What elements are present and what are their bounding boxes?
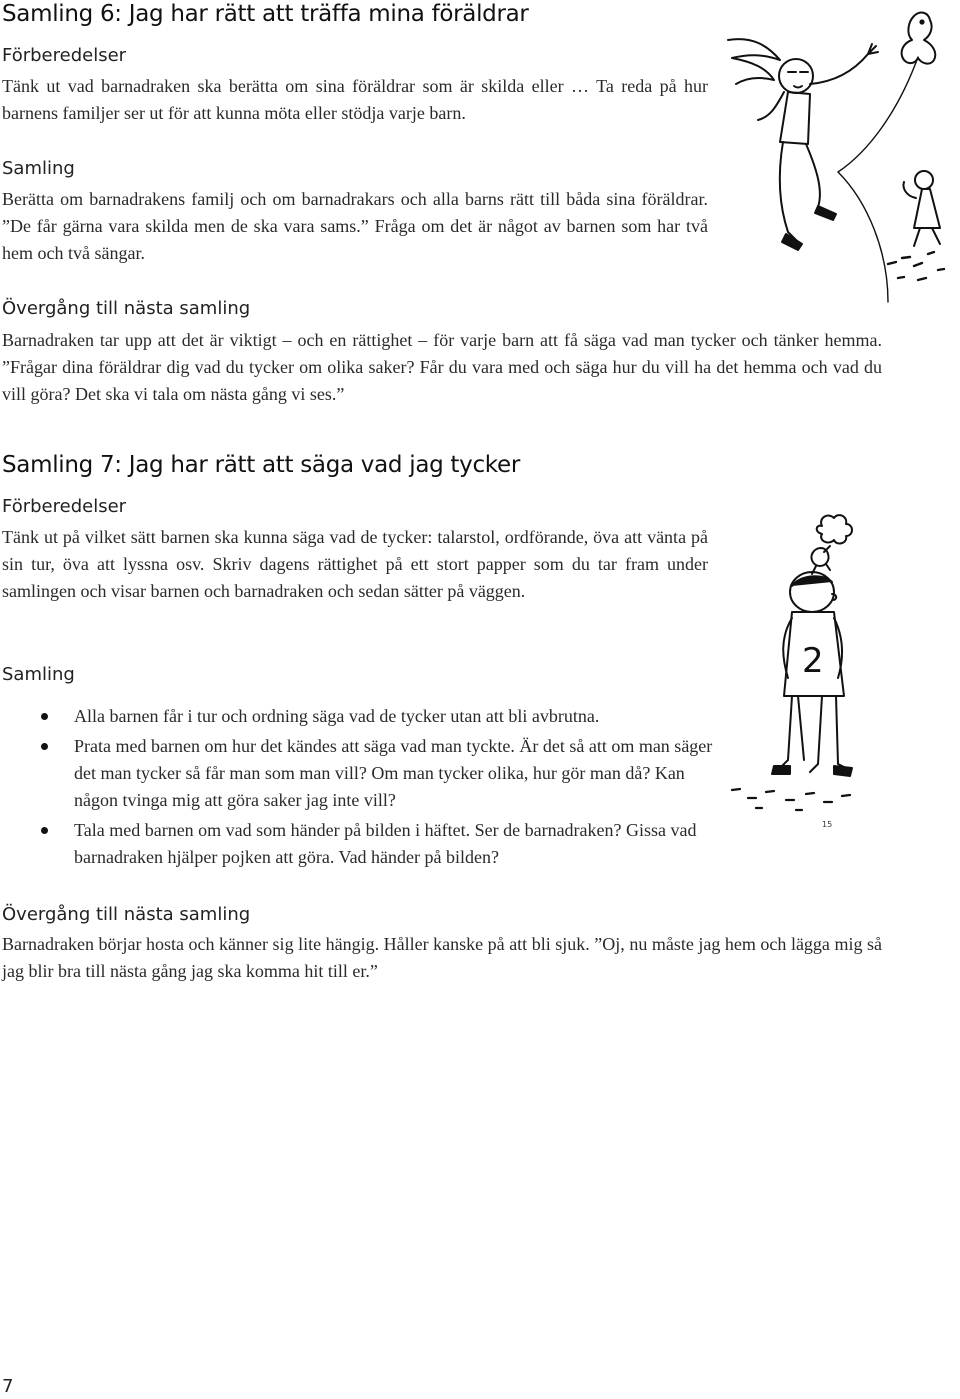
list-item-text: Tala med barnen om vad som händer på bilden i häftet. Ser de barnadraken? Gissa vad barnadraken hjälper pojken att göra. Vad händer på bilden? [74, 820, 697, 867]
s6-transition-text: Barnadraken tar upp att det är viktigt – och en rättighet – för varje barn att få säga vad man tycker och tänker hemma. ”Frågar dina föräldrar dig vad du tycker om olika saker? Får du vara med och säga hur du vill ha det hemma och vad du vill göra? Det ska vi tala om nästa gång vi ses.” [2, 330, 882, 404]
s6-prep-text: Tänk ut vad barnadraken ska berätta om sina föräldrar som är skilda eller … Ta reda på hur barnens familjer ser ut för att kunna möta eller stödja varje barn. [2, 76, 708, 123]
figure-number: 15 [822, 820, 833, 829]
s7-samling-heading: Samling [2, 664, 75, 685]
boy-dragon-illustration [726, 508, 860, 816]
samling-6-title: Samling 6: Jag har rätt att träffa mina föräldrar [2, 1, 529, 27]
s7-bullet-list [0, 703, 720, 874]
bullet-icon [41, 827, 48, 834]
s7-transition-heading: Övergång till nästa samling [2, 904, 251, 925]
bullet-icon [41, 743, 48, 750]
shirt-number: 2 [802, 641, 824, 681]
list-item-text: Prata med barnen om hur det kändes att säga vad man tyckte. Är det så att om man säger det man tycker så får man som man vill? Om man tycker olika, hur gör man då? Kan någon tvinga mig att göra saker jag inte vill? [74, 736, 713, 810]
s6-prep-heading: Förberedelser [2, 45, 127, 66]
girl-kite-illustration [718, 2, 960, 310]
list-item [0, 733, 720, 814]
samling-7-title: Samling 7: Jag har rätt att säga vad jag tycker [2, 452, 521, 478]
s6-transition-heading: Övergång till nästa samling [2, 298, 251, 319]
s6-samling-heading: Samling [2, 158, 75, 179]
list-item-text: Alla barnen får i tur och ordning säga vad de tycker utan att bli avbrutna. [74, 706, 600, 726]
s7-prep-text: Tänk ut på vilket sätt barnen ska kunna säga vad de tycker: talarstol, ordförande, öva att vänta på sin tur, öva att lyssna osv. Skriv dagens rättighet på ett stort papper som du tar fram under samlingen och visar barnen och barnadraken och sedan sätter på väggen. [2, 527, 708, 601]
s7-transition-text: Barnadraken börjar hosta och känner sig lite hängig. Håller kanske på att bli sjuk. ”Oj, nu måste jag hem och lägga mig så jag blir bra till nästa gång jag ska komma hit till er.” [2, 934, 882, 981]
list-item [0, 703, 720, 730]
s6-samling-text: Berätta om barnadrakens familj och om barnadrakars och alla barns rätt till båda sina föräldrar. ”De får gärna vara skilda men de ska vara sams.” Fråga om det är något av barnen som har två hem och två sängar. [2, 189, 708, 263]
bullet-icon [41, 713, 48, 720]
page-number: 7 [2, 1376, 14, 1397]
s7-prep-heading: Förberedelser [2, 496, 127, 517]
list-item [0, 817, 720, 871]
